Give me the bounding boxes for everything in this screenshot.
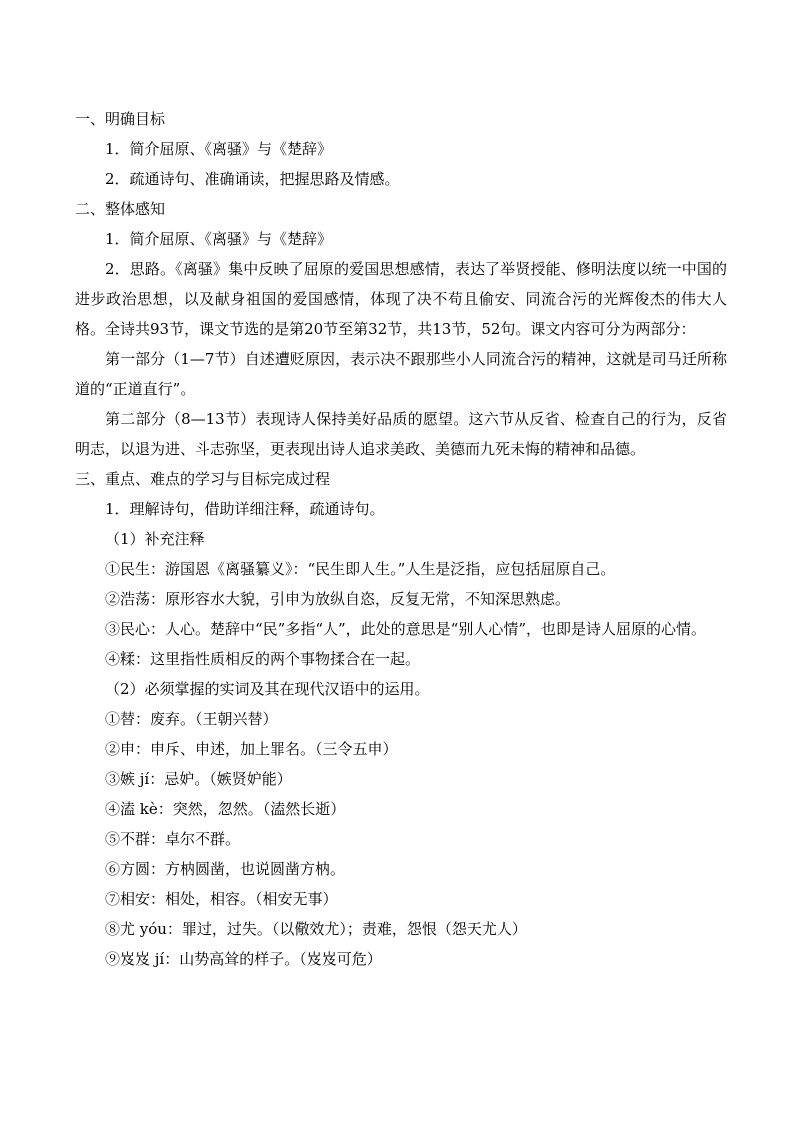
word-item: ②申：申斥、申述，加上罪名。（三令五申） <box>105 740 398 758</box>
word-item: ⑤不群：卓尔不群。 <box>105 830 241 848</box>
paragraph: 第二部分（8—13节）表现诗人保持美好品质的愿望。这六节从反省、检查自己的行为，反省明志，以退为进、斗志弥坚，更表现出诗人追求美政、美德而九死未悔的精神和品德。 <box>75 410 727 458</box>
sub-heading: （2）必须掌握的实词及其在现代汉语中的运用。 <box>105 680 430 698</box>
sub-heading: （1）补充注释 <box>105 530 205 548</box>
note-item: ①民生：游国恩《离骚纂义》：“民生即人生。”人生是泛指，应包括屈原自己。 <box>105 560 616 578</box>
note-item: ④糅：这里指性质相反的两个事物揉合在一起。 <box>105 650 421 668</box>
section-heading: 二、整体感知 <box>75 200 166 218</box>
word-item: ⑨岌岌 jí：山势高耸的样子。（岌岌可危） <box>105 950 382 968</box>
list-item: 1．简介屈原、《离骚》与《楚辞》 <box>105 230 333 248</box>
note-item: ②浩荡：原形容水大貌，引申为放纵自恣，反复无常，不知深思熟虑。 <box>105 590 571 608</box>
word-item: ①替：废弃。（王朝兴替） <box>105 710 278 728</box>
word-item: ⑧尤 yóu：罪过，过失。（以儆效尤）；责难，怨恨（怨天尤人） <box>105 920 527 938</box>
paragraph: 第一部分（1—7节）自述遭贬原因，表示决不跟那些小人同流合污的精神，这就是司马迁所称道的“正道直行”。 <box>75 350 727 398</box>
list-item: 2．疏通诗句、准确诵读，把握思路及情感。 <box>105 170 400 188</box>
paragraph: 2．思路。《离骚》集中反映了屈原的爱国思想感情，表达了举贤授能、修明法度以统一中国的进步政治思想，以及献身祖国的爱国感情，体现了决不苟且偷安、同流合污的光辉俊杰的伟大人格。全诗共93节，课文节选的是第20节至第32节，共13节，52句。课文内容可分为两部分： <box>75 260 727 338</box>
document-body <box>75 104 727 974</box>
note-item: ③民心：人心。楚辞中“民”多指“人”，此处的意思是“别人心情”，也即是诗人屈原的心情。 <box>105 620 707 638</box>
list-item: 1．理解诗句，借助详细注释，疏通诗句。 <box>105 500 385 518</box>
word-item: ⑦相安：相处，相容。（相安无事） <box>105 890 338 908</box>
word-item: ④溘 kè：突然，忽然。（溘然长逝） <box>105 800 346 818</box>
word-item: ⑥方圆：方枘圆凿，也说圆凿方枘。 <box>105 860 346 878</box>
section-heading: 三、重点、难点的学习与目标完成过程 <box>75 470 331 488</box>
list-item: 1．简介屈原、《离骚》与《楚辞》 <box>105 140 333 158</box>
word-item: ③嫉 jí：忌妒。（嫉贤妒能） <box>105 770 292 788</box>
section-heading: 一、明确目标 <box>75 110 166 128</box>
